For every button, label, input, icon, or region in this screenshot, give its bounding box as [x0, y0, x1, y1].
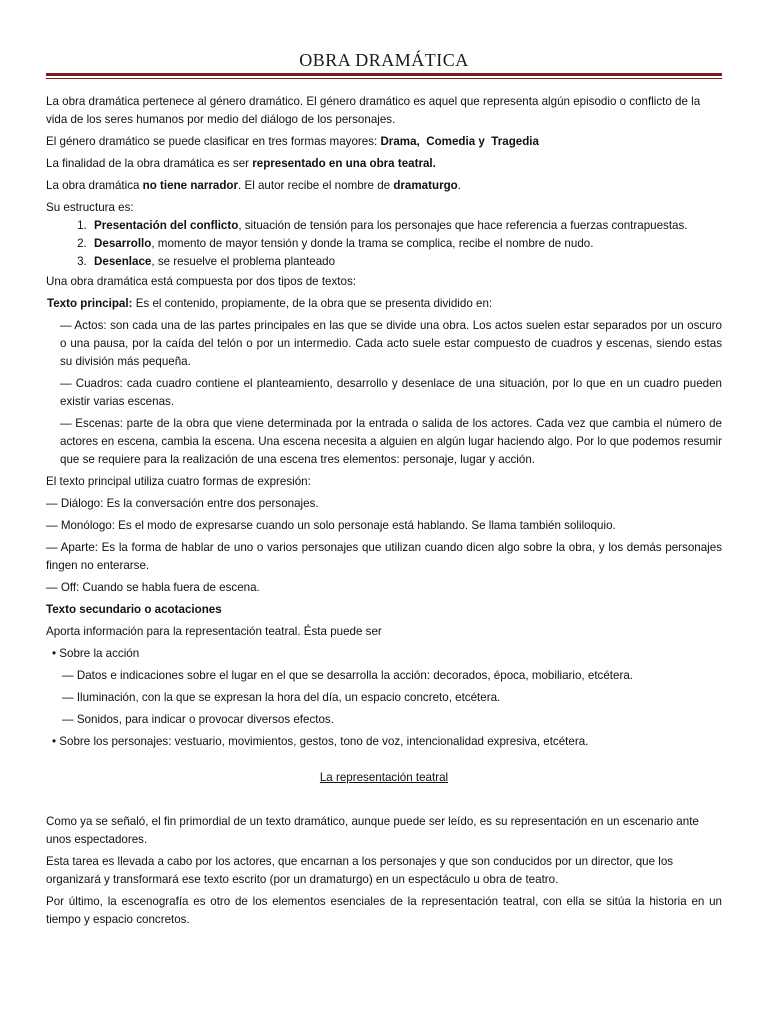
structure-item-text: , situación de tensión para los personajes que hace referencia a fuerzas contrapuestas. [238, 219, 688, 232]
genre-drama: Drama, [380, 135, 420, 148]
sub-item-datos: — Datos e indicaciones sobre el lugar en el que se desarrolla la acción: decorados, época, mobiliario, etcétera. [62, 669, 633, 682]
texts-intro: Una obra dramática está compuesta por dos tipos de textos: [46, 275, 356, 288]
texto-principal-label: Texto principal: [47, 297, 133, 310]
structure-item-text: , momento de mayor tensión y donde la trama se complica, recibe el nombre de nudo. [151, 237, 594, 250]
structure-list [46, 217, 722, 271]
bullet-accion: • Sobre la acción [52, 647, 140, 660]
escenas-paragraph: — Escenas: parte de la obra que viene determinada por la entrada o salida de los actores. Cada vez que cambia el número de actores en escena, cambia la escena. Una escena necesita a alguien en algún lugar haciendo algo. Por lo que podemos resumir que se requiere para la realización de una escena tres elementos: personaje, lugar y acción. [60, 417, 722, 466]
dialogo-line: — Diálogo: Es la conversación entre dos personajes. [46, 497, 319, 510]
sub-item-sonidos: — Sonidos, para indicar o provocar diversos efectos. [62, 713, 334, 726]
texto-principal-line [46, 295, 722, 313]
structure-item [90, 253, 722, 271]
title-rule-thick [46, 73, 722, 76]
title-rule-thin [46, 78, 722, 79]
intro-p3-bold: representado en una obra teatral. [252, 157, 436, 170]
structure-item-bold: Presentación del conflicto [94, 219, 239, 232]
off-line: — Off: Cuando se habla fuera de escena. [46, 581, 260, 594]
structure-item [90, 217, 722, 235]
intro-paragraph-4 [46, 177, 722, 195]
secondary-heading: Texto secundario o acotaciones [46, 603, 222, 616]
genre-tragedia: Tragedia [491, 135, 539, 148]
document-body [46, 93, 722, 933]
cuadros-paragraph: — Cuadros: cada cuadro contiene el planteamiento, desarrollo y desenlace de una situación, por lo que en un cuadro pueden existir varias escenas. [60, 377, 722, 408]
representation-heading: La representación teatral [319, 771, 449, 784]
expression-intro: El texto principal utiliza cuatro formas de expresión: [46, 475, 311, 488]
intro-p4-prefix: La obra dramática [46, 179, 143, 192]
intro-p3-prefix: La finalidad de la obra dramática es ser [46, 157, 253, 170]
intro-p4-bold1: no tiene narrador [142, 179, 239, 192]
actos-paragraph: — Actos: son cada una de las partes principales en las que se divide una obra. Los actos suelen estar separados por un oscuro o una pausa, por la caída del telón o por un intermedio. Cada acto suele estar compuesto de cuadros y escenas, siendo estas su división más pequeña. [60, 319, 722, 368]
intro-p4-end: . [457, 179, 461, 192]
representation-paragraph-1: Como ya se señaló, el fin primordial de un texto dramático, aunque puede ser leído, es su representación en un escenario ante unos espectadores. [46, 815, 699, 846]
genre-comedia: Comedia y [426, 135, 485, 148]
structure-item-bold: Desenlace [94, 255, 152, 268]
representation-paragraph-2: Esta tarea es llevada a cabo por los actores, que encarnan a los personajes y que son conducidos por un director, que los organizará y transformará ese texto escrito (por un dramaturgo) en un espectáculo u obra de teatro. [46, 855, 674, 886]
secondary-intro: Aporta información para la representación teatral. Ésta puede ser [46, 625, 382, 638]
bullet-personajes: • Sobre los personajes: vestuario, movimientos, gestos, tono de voz, intencionalidad expresiva, etcétera. [52, 735, 589, 748]
representation-paragraph-3: Por último, la escenografía es otro de los elementos esenciales de la representación teatral, con ella se sitúa la historia en un tiempo y espacio concretos. [46, 895, 722, 926]
intro-p2-prefix: El género dramático se puede clasificar en tres formas mayores: [46, 135, 381, 148]
texto-principal-text: Es el contenido, propiamente, de la obra que se presenta dividido en: [132, 297, 493, 310]
aparte-line: — Aparte: Es la forma de hablar de uno o varios personajes que utilizan cuando dicen algo sobre la obra, y los demás personajes fingen no enterarse. [46, 541, 722, 572]
intro-paragraph-3 [46, 155, 722, 173]
secondary-list [46, 645, 722, 751]
sub-item-iluminacion: — Iluminación, con la que se expresan la hora del día, un espacio concreto, etcétera. [62, 691, 501, 704]
monologo-line: — Monólogo: Es el modo de expresarse cuando un solo personaje está hablando. Se llama también soliloquio. [46, 519, 616, 532]
structure-item-bold: Desarrollo [94, 237, 152, 250]
intro-p4-mid: . El autor recibe el nombre de [238, 179, 394, 192]
structure-item [90, 235, 722, 253]
intro-paragraph-2 [46, 133, 722, 151]
intro-paragraph-1: La obra dramática pertenece al género dramático. El género dramático es aquel que representa algún episodio o conflicto de la vida de los seres humanos por medio del diálogo de los personajes. [46, 95, 701, 126]
structure-heading: Su estructura es: [46, 201, 134, 214]
intro-p4-bold2: dramaturgo [393, 179, 458, 192]
structure-item-text: , se resuelve el problema planteado [151, 255, 336, 268]
document-title: OBRA DRAMÁTICA [299, 50, 469, 70]
